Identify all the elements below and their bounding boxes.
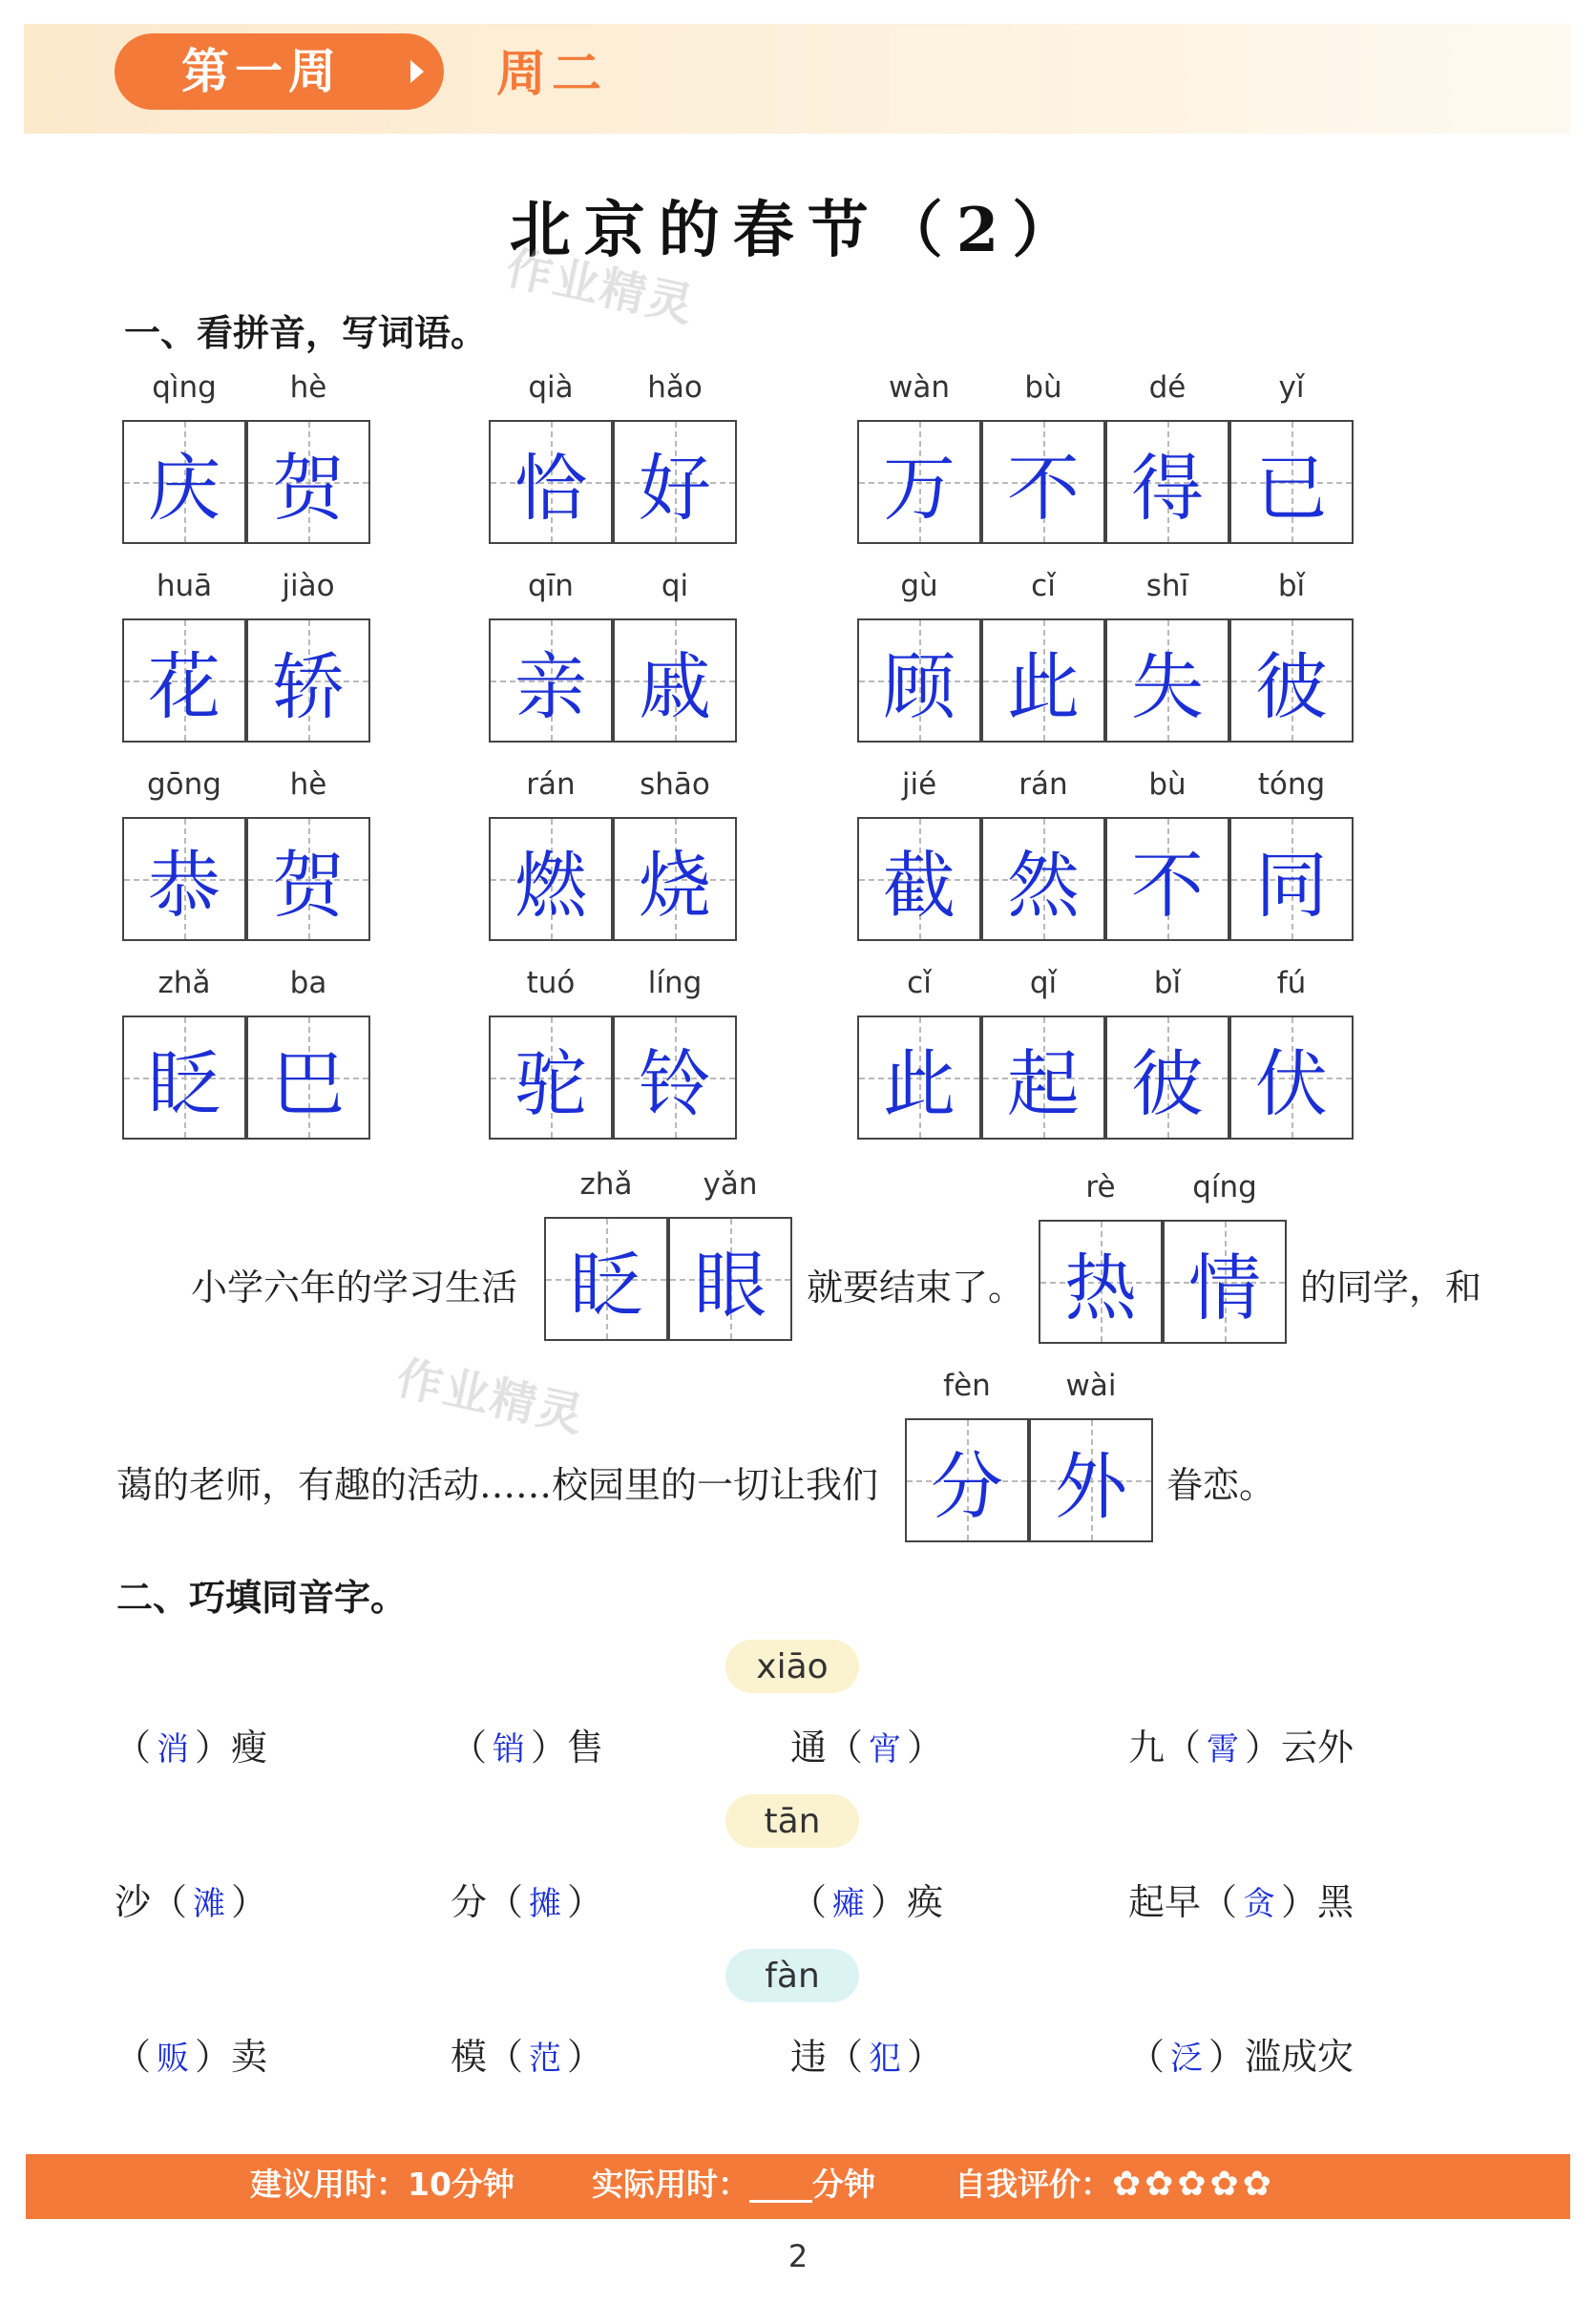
sentence-blank-3-char-1: 外 — [1055, 1443, 1127, 1529]
homophone-text-after: ） — [567, 2036, 604, 2078]
word-5-cell-1[interactable] — [613, 618, 737, 743]
word-6-cell-1[interactable] — [981, 618, 1105, 743]
homophone-item-2-4 — [1128, 1873, 1354, 1925]
word-3-char-1: 不 — [1007, 445, 1080, 531]
homophone-answer[interactable]: 宵 — [869, 1730, 902, 1769]
homophone-item-3-1 — [115, 2027, 267, 2080]
homophone-text-after: ）黑 — [1281, 1881, 1354, 1923]
word-10-char-0: 眨 — [148, 1040, 220, 1126]
homophone-text-after: ） — [567, 1881, 604, 1923]
word-1-pinyin-0: qìng — [152, 370, 217, 405]
word-6-cell-2[interactable] — [1105, 618, 1229, 743]
word-4-pinyin-1: jiào — [282, 569, 335, 603]
word-7-cell-1[interactable] — [246, 817, 370, 941]
word-12-cell-3[interactable] — [1229, 1015, 1354, 1140]
word-4-char-0: 花 — [148, 643, 220, 729]
sentence-blank-2-pinyin-0: rè — [1085, 1170, 1116, 1204]
word-2-pinyin-0: qià — [528, 370, 574, 405]
homophone-text-before: （ — [115, 2036, 152, 2078]
homophone-item-1-2 — [451, 1718, 603, 1770]
word-6-char-1: 此 — [1007, 643, 1080, 729]
homophone-text-after: ）痪 — [871, 1881, 944, 1923]
rating-star-icon[interactable]: ✿ — [1112, 2165, 1142, 2204]
homophone-item-3-3 — [790, 2027, 943, 2080]
homophone-item-2-2 — [451, 1873, 603, 1925]
sentence-blank-3-char-0: 分 — [931, 1443, 1003, 1529]
homophone-answer[interactable]: 霄 — [1207, 1730, 1240, 1769]
word-3-pinyin-2: dé — [1148, 370, 1186, 405]
word-10-cell-0[interactable] — [122, 1015, 246, 1140]
sentence-blank-2-cell-1[interactable] — [1163, 1220, 1287, 1344]
homophone-text-before: （ — [115, 1727, 152, 1769]
sentence-blank-1-cell-1[interactable] — [668, 1217, 792, 1341]
word-12-cell-2[interactable] — [1105, 1015, 1229, 1140]
sentence-blank-1-char-1: 眼 — [694, 1242, 766, 1328]
homophone-item-3-2 — [451, 2027, 603, 2080]
word-12-char-3: 伏 — [1255, 1040, 1328, 1126]
self-evaluation — [955, 2160, 1275, 2205]
word-11-char-0: 驼 — [514, 1040, 587, 1126]
homophone-text-before: （ — [790, 1881, 828, 1923]
word-11-char-1: 铃 — [639, 1040, 711, 1126]
homophone-answer[interactable]: 瘫 — [832, 1885, 866, 1923]
watermark-top: 作业精灵 — [501, 241, 700, 334]
sentence-part2: 就要结束了。 — [807, 1267, 1025, 1309]
word-12-pinyin-1: qǐ — [1029, 966, 1058, 1000]
homophone-text-after: ）滥成灾 — [1208, 2036, 1354, 2078]
word-3-pinyin-1: bù — [1024, 370, 1062, 405]
sentence-blank-3-pinyin-1: wài — [1065, 1369, 1117, 1403]
word-6-cell-0[interactable] — [857, 618, 981, 743]
word-2-cell-1[interactable] — [613, 420, 737, 544]
sentence-blank-2-char-0: 热 — [1064, 1245, 1137, 1330]
homophone-text-before: 沙（ — [115, 1881, 188, 1923]
word-8-pinyin-1: shāo — [640, 767, 710, 802]
word-9-cell-0[interactable] — [857, 817, 981, 941]
word-8-char-0: 燃 — [514, 842, 587, 928]
word-12-char-0: 此 — [883, 1040, 956, 1126]
word-10-pinyin-0: zhǎ — [158, 966, 211, 1000]
word-5-char-0: 亲 — [514, 643, 587, 729]
word-9-char-3: 同 — [1255, 842, 1328, 928]
word-7-char-1: 贺 — [272, 842, 345, 928]
homophone-text-before: （ — [451, 1727, 488, 1769]
word-3-cell-1[interactable] — [981, 420, 1105, 544]
word-9-pinyin-1: rán — [1018, 767, 1068, 802]
day-label: 周二 — [496, 46, 608, 103]
word-1-cell-1[interactable] — [246, 420, 370, 544]
watermark-middle: 作业精灵 — [391, 1350, 590, 1444]
homophone-item-1-3 — [790, 1718, 943, 1770]
word-4-char-1: 轿 — [272, 643, 345, 729]
word-2-char-1: 好 — [639, 445, 711, 531]
homophone-item-1-1 — [115, 1718, 267, 1770]
homophone-pinyin-tag-2: tān — [725, 1794, 859, 1848]
homophone-text-after: ） — [907, 2036, 944, 2078]
word-1-pinyin-1: hè — [289, 370, 327, 405]
word-6-cell-3[interactable] — [1229, 618, 1354, 743]
word-9-char-1: 然 — [1007, 842, 1080, 928]
word-5-pinyin-1: qi — [661, 569, 689, 603]
play-arrow-icon — [410, 60, 424, 83]
rating-stars[interactable] — [1112, 2166, 1275, 2203]
word-9-char-2: 不 — [1131, 842, 1204, 928]
word-12-cell-1[interactable] — [981, 1015, 1105, 1140]
homophone-text-after: ）卖 — [195, 2036, 268, 2078]
word-2-cell-0[interactable] — [489, 420, 613, 544]
sentence-blank-2-cell-0[interactable] — [1039, 1220, 1163, 1344]
word-5-cell-0[interactable] — [489, 618, 613, 743]
word-11-cell-0[interactable] — [489, 1015, 613, 1140]
rating-star-icon[interactable]: ✿ — [1242, 2165, 1271, 2204]
homophone-item-2-1 — [115, 1873, 267, 1925]
word-2-char-0: 恰 — [514, 445, 587, 531]
word-4-cell-0[interactable] — [122, 618, 246, 743]
word-5-char-1: 戚 — [639, 643, 711, 729]
sentence-blank-3-pinyin-0: fèn — [943, 1369, 991, 1403]
suggested-time: 建议用时：10分钟 — [250, 2166, 514, 2203]
word-8-char-1: 烧 — [639, 842, 711, 928]
word-1-char-1: 贺 — [272, 445, 345, 531]
homophone-text-after: ） — [907, 1727, 944, 1769]
rating-star-icon[interactable]: ✿ — [1209, 2165, 1239, 2204]
homophone-text-before: 通（ — [790, 1727, 864, 1769]
word-4-pinyin-0: huā — [156, 569, 213, 603]
homophone-text-before: （ — [1128, 2036, 1166, 2078]
week-label: 第一周 — [115, 33, 444, 110]
sentence-blank-3-cell-1[interactable] — [1029, 1418, 1153, 1542]
word-12-char-2: 彼 — [1131, 1040, 1204, 1126]
word-10-cell-1[interactable] — [246, 1015, 370, 1140]
sentence-blank-1-pinyin-0: zhǎ — [579, 1167, 633, 1202]
homophone-text-before: 九（ — [1128, 1727, 1202, 1769]
word-1-cell-0[interactable] — [122, 420, 246, 544]
word-9-pinyin-3: tóng — [1257, 767, 1326, 802]
homophone-text-after: ）云外 — [1245, 1727, 1354, 1769]
homophone-answer[interactable]: 犯 — [869, 2040, 902, 2078]
word-7-char-0: 恭 — [148, 842, 220, 928]
word-8-cell-1[interactable] — [613, 817, 737, 941]
homophone-answer[interactable]: 摊 — [529, 1885, 562, 1923]
word-7-pinyin-0: gōng — [147, 767, 221, 802]
word-8-cell-0[interactable] — [489, 817, 613, 941]
word-6-pinyin-3: bǐ — [1277, 569, 1306, 603]
homophone-text-before: 违（ — [790, 2036, 864, 2078]
homophone-item-2-3 — [790, 1873, 943, 1925]
homophone-item-1-4 — [1128, 1718, 1354, 1770]
word-6-char-0: 顾 — [883, 643, 956, 729]
homophone-answer[interactable]: 范 — [529, 2040, 562, 2078]
word-3-char-3: 已 — [1255, 445, 1328, 531]
word-3-char-0: 万 — [883, 445, 956, 531]
homophone-answer[interactable]: 贪 — [1243, 1885, 1276, 1923]
self-evaluation-label: 自我评价： — [955, 2166, 1112, 2203]
sentence-blank-1-char-0: 眨 — [570, 1242, 642, 1328]
word-6-pinyin-1: cǐ — [1031, 569, 1056, 603]
sentence-blank-3-cell-0[interactable] — [905, 1418, 1029, 1542]
word-11-pinyin-1: líng — [647, 966, 703, 1000]
homophone-pinyin-tag-1: xiāo — [725, 1640, 859, 1693]
sentence-part5: 眷恋。 — [1166, 1464, 1276, 1506]
word-3-pinyin-0: wàn — [889, 370, 950, 405]
rating-star-icon[interactable]: ✿ — [1177, 2165, 1207, 2204]
homophone-item-3-4 — [1128, 2027, 1354, 2080]
word-12-cell-0[interactable] — [857, 1015, 981, 1140]
sentence-part3: 的同学，和 — [1300, 1267, 1482, 1309]
word-4-cell-1[interactable] — [246, 618, 370, 743]
word-8-pinyin-0: rán — [526, 767, 576, 802]
sentence-blank-1-cell-0[interactable] — [544, 1217, 668, 1341]
word-10-pinyin-1: ba — [289, 966, 327, 1000]
homophone-answer[interactable]: 泛 — [1170, 2040, 1204, 2078]
sentence-blank-2-char-1: 情 — [1188, 1245, 1261, 1330]
word-12-char-1: 起 — [1007, 1040, 1080, 1126]
homophone-pinyin-tag-3: fàn — [725, 1949, 859, 2002]
sentence-blank-1-pinyin-1: yǎn — [703, 1167, 758, 1202]
word-9-cell-3[interactable] — [1229, 817, 1354, 941]
word-2-pinyin-1: hǎo — [647, 370, 703, 405]
word-9-pinyin-2: bù — [1148, 767, 1186, 802]
homophone-answer[interactable]: 销 — [493, 1730, 526, 1769]
homophone-answer[interactable]: 消 — [157, 1730, 190, 1769]
sentence-blank-2-pinyin-1: qíng — [1192, 1170, 1257, 1204]
word-9-pinyin-0: jié — [901, 767, 937, 802]
homophone-text-after: ）售 — [531, 1727, 604, 1769]
word-12-pinyin-2: bǐ — [1153, 966, 1182, 1000]
word-10-char-1: 巴 — [272, 1040, 345, 1126]
homophone-text-after: ）瘦 — [195, 1727, 268, 1769]
word-9-cell-2[interactable] — [1105, 817, 1229, 941]
rating-star-icon[interactable]: ✿ — [1144, 2165, 1174, 2204]
homophone-text-before: 模（ — [451, 2036, 524, 2078]
word-3-cell-3[interactable] — [1229, 420, 1354, 544]
page-title: 北京的春节（2） — [509, 195, 1087, 266]
word-3-cell-2[interactable] — [1105, 420, 1229, 544]
homophone-text-after: ） — [231, 1881, 268, 1923]
word-6-char-3: 彼 — [1255, 643, 1328, 729]
word-3-pinyin-3: yǐ — [1278, 370, 1305, 405]
sentence-part1: 小学六年的学习生活 — [191, 1267, 518, 1309]
word-12-pinyin-0: cǐ — [907, 966, 932, 1000]
homophone-text-before: 分（ — [451, 1881, 524, 1923]
sentence-part4: 蔼的老师，有趣的活动……校园里的一切让我们 — [116, 1464, 879, 1506]
section1-title: 一、看拼音，写词语。 — [124, 312, 488, 354]
word-11-cell-1[interactable] — [613, 1015, 737, 1140]
word-12-pinyin-3: fú — [1276, 966, 1307, 1000]
word-1-char-0: 庆 — [148, 445, 220, 531]
word-5-pinyin-0: qīn — [528, 569, 574, 603]
word-9-cell-1[interactable] — [981, 817, 1105, 941]
word-3-char-2: 得 — [1131, 445, 1204, 531]
actual-time: 实际用时：____分钟 — [592, 2166, 875, 2203]
word-7-cell-0[interactable] — [122, 817, 246, 941]
word-9-char-0: 截 — [883, 842, 956, 928]
word-7-pinyin-1: hè — [289, 767, 327, 802]
word-3-cell-0[interactable] — [857, 420, 981, 544]
homophone-text-before: 起早（ — [1128, 1881, 1238, 1923]
word-6-pinyin-0: gù — [900, 569, 938, 603]
word-6-char-2: 失 — [1131, 643, 1204, 729]
page-number: 2 — [788, 2238, 808, 2274]
section2-title: 二、巧填同音字。 — [116, 1577, 408, 1619]
word-6-pinyin-2: shī — [1145, 569, 1189, 603]
word-11-pinyin-0: tuó — [526, 966, 576, 1000]
homophone-answer[interactable]: 滩 — [193, 1885, 226, 1923]
homophone-answer[interactable]: 贩 — [157, 2040, 190, 2078]
